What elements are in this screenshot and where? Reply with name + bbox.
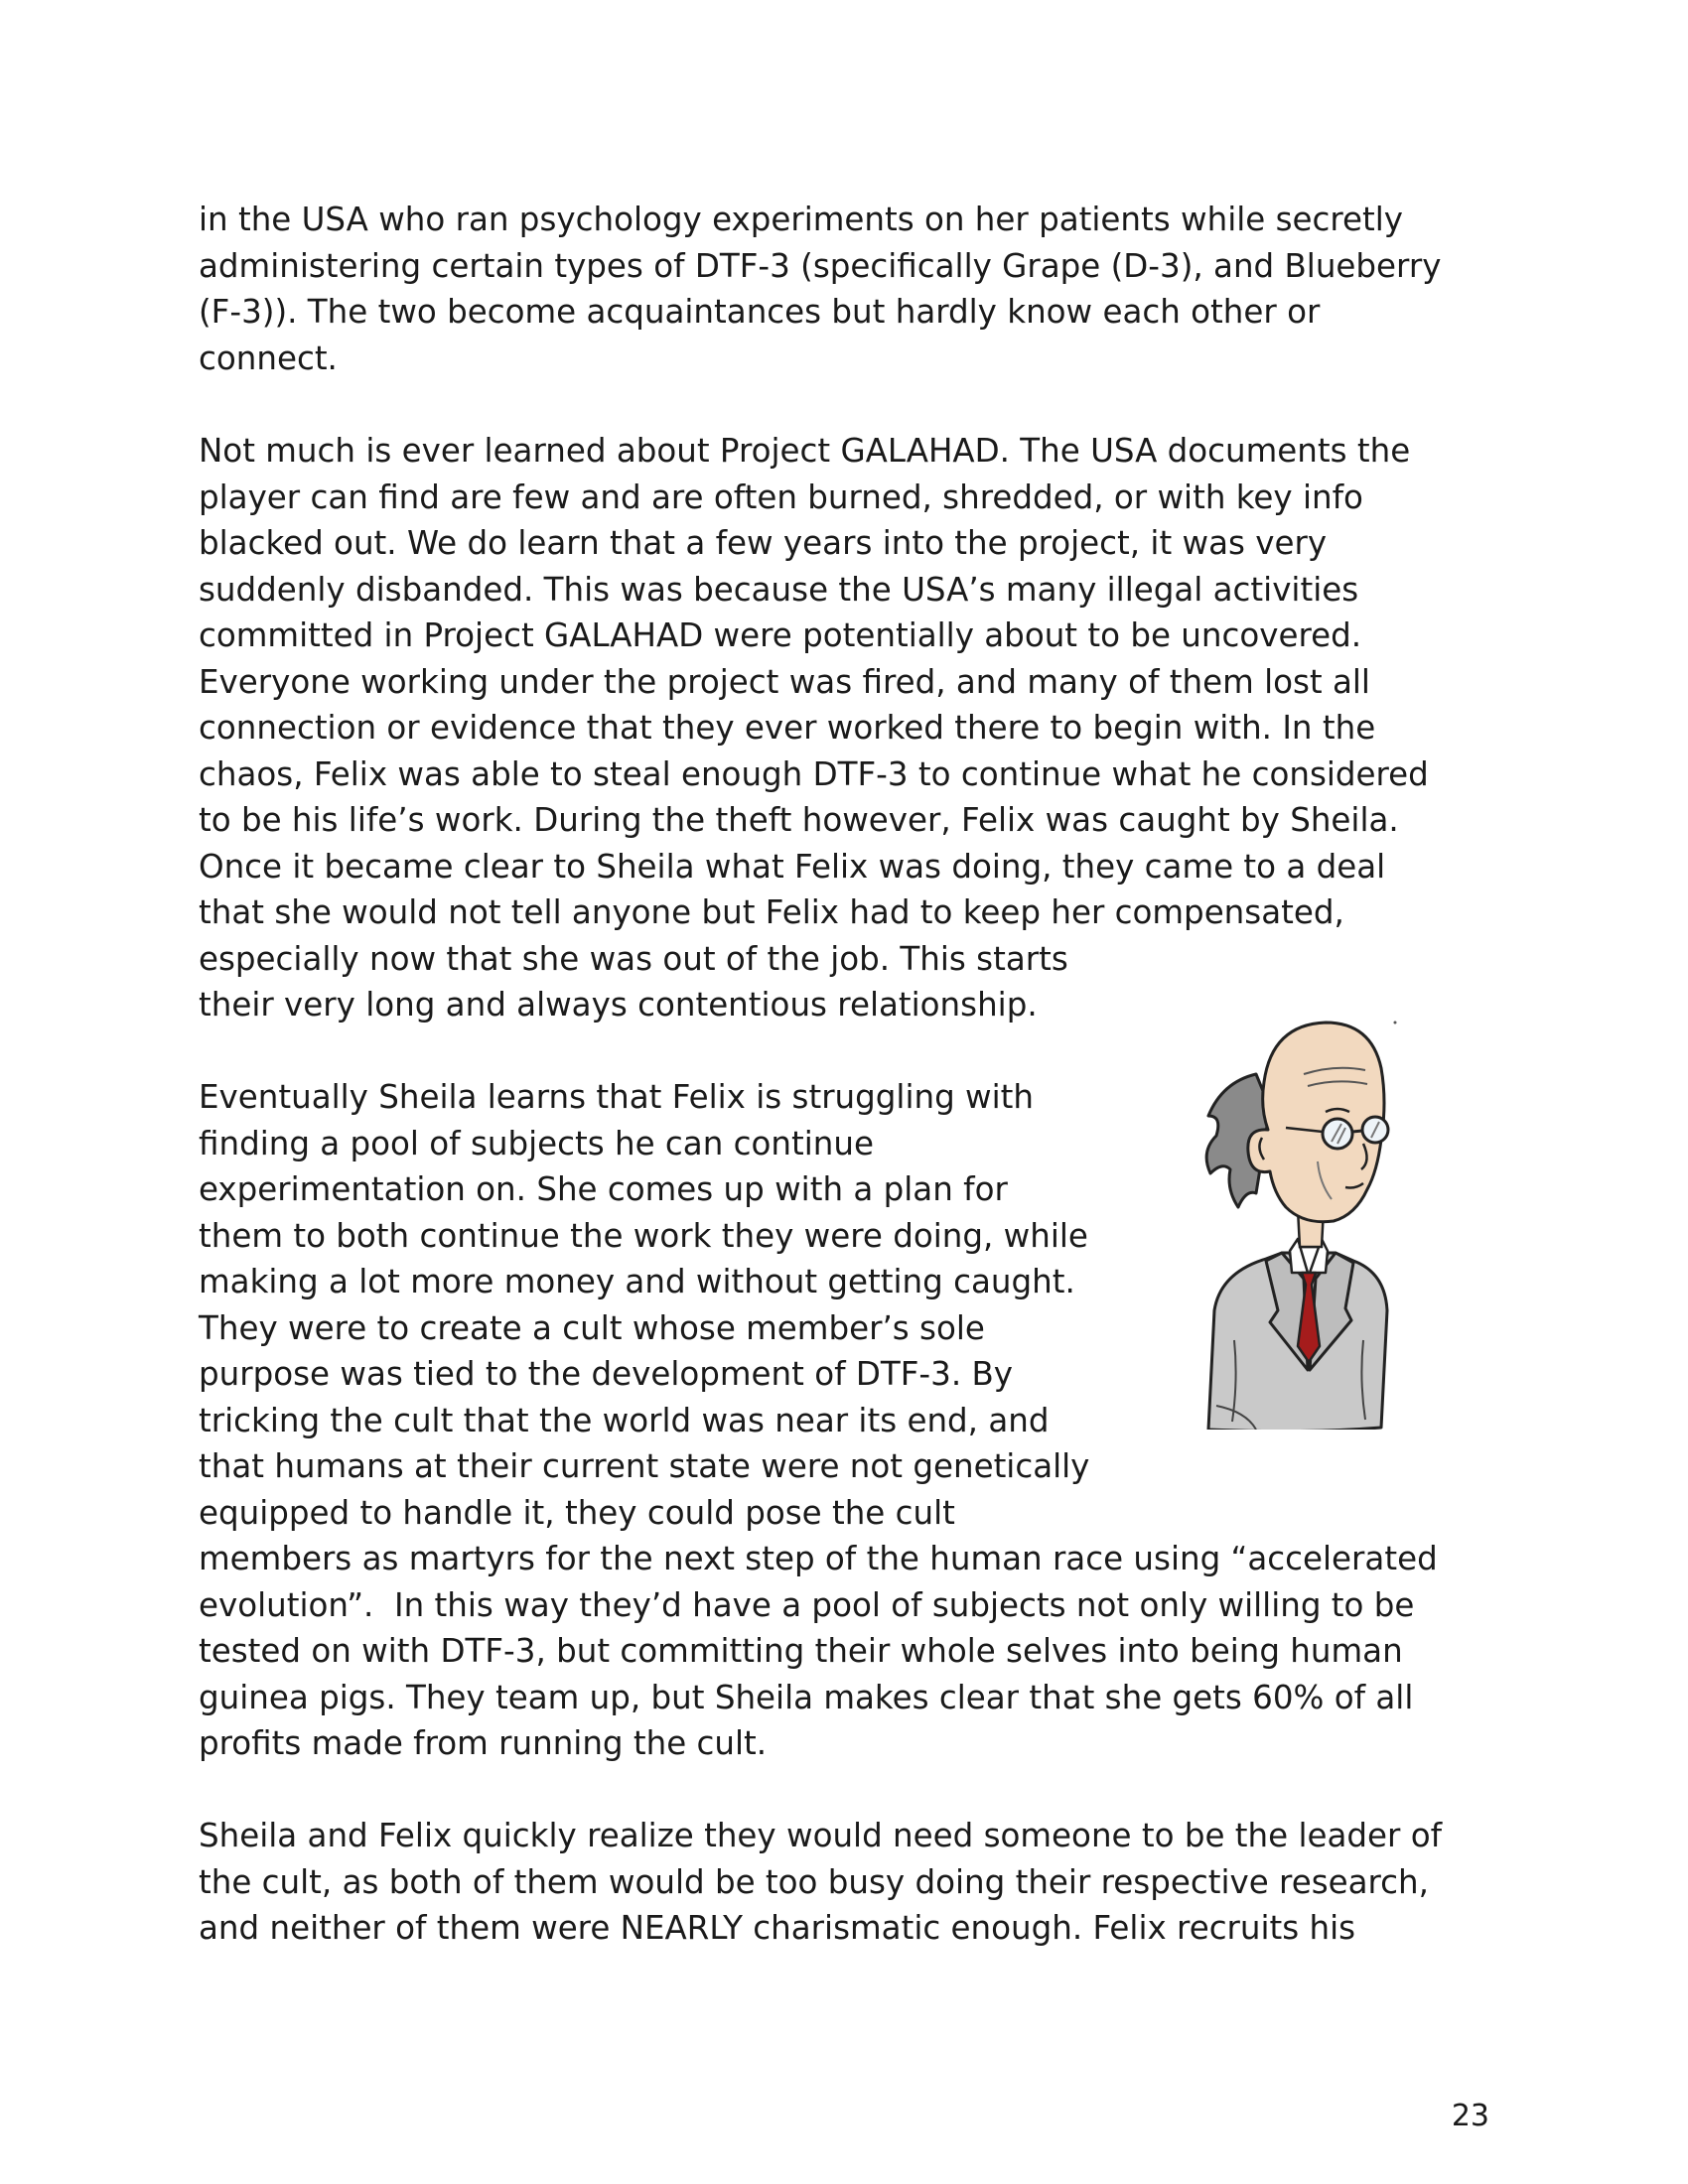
text-line: their very long and always contentious relationship. <box>199 986 1038 1024</box>
text-line: tested on with DTF-3, but committing their whole selves into being human <box>199 1632 1403 1670</box>
text-line: making a lot more money and without getting caught. <box>199 1263 1075 1300</box>
text-line: connect. <box>199 339 338 377</box>
paragraph-1 <box>199 197 1499 381</box>
text-line: purpose was tied to the development of DTF-3. By <box>199 1355 1014 1393</box>
paragraph-4 <box>199 1813 1499 1952</box>
text-line: finding a pool of subjects he can continue <box>199 1124 874 1162</box>
paragraph-2 <box>199 428 1499 1028</box>
text-line: profits made from running the cult. <box>199 1724 768 1762</box>
text-line: equipped to handle it, they could pose the cult <box>199 1493 955 1532</box>
text-line: player can find are few and are often burned, shredded, or with key info <box>199 478 1363 516</box>
text-line: Eventually Sheila learns that Felix is struggling with <box>199 1078 1034 1116</box>
text-line: Not much is ever learned about Project GALAHAD. The USA documents the <box>199 432 1411 470</box>
bald-scientist-character-icon <box>1187 1013 1415 1430</box>
text-line: the cult, as both of them would be too busy doing their respective research, <box>199 1862 1429 1901</box>
text-line: chaos, Felix was able to steal enough DTF-3 to continue what he considered <box>199 754 1429 793</box>
text-line: (F-3)). The two become acquaintances but hardly know each other or <box>199 293 1321 331</box>
text-line: them to both continue the work they were doing, while <box>199 1216 1088 1255</box>
text-line: especially now that she was out of the job. This starts <box>199 939 1068 978</box>
text-line: to be his life’s work. During the theft however, Felix was caught by Sheila. <box>199 801 1399 839</box>
text-line: committed in Project GALAHAD were potentially about to be uncovered. <box>199 616 1362 654</box>
text-line: Everyone working under the project was fired, and many of them lost all <box>199 662 1370 701</box>
text-line: administering certain types of DTF-3 (specifically Grape (D-3), and Blueberry <box>199 246 1442 285</box>
text-line: and neither of them were NEARLY charismatic enough. Felix recruits his <box>199 1909 1356 1947</box>
text-line: evolution”. In this way they’d have a pool of subjects not only willing to be <box>199 1585 1415 1624</box>
glasses-left-lens <box>1323 1119 1352 1149</box>
scientist-illustration <box>1187 1013 1415 1430</box>
page-number: 23 <box>1451 2099 1489 2133</box>
text-line: experimentation on. She comes up with a plan for <box>199 1170 1008 1208</box>
text-line: connection or evidence that they ever worked there to begin with. In the <box>199 709 1376 747</box>
text-line: suddenly disbanded. This was because the USA’s many illegal activities <box>199 570 1359 609</box>
text-line: that she would not tell anyone but Felix had to keep her compensated, <box>199 893 1344 931</box>
text-line: tricking the cult that the world was near its end, and <box>199 1401 1050 1439</box>
text-line: They were to create a cult whose member’s sole <box>199 1308 985 1347</box>
text-line: that humans at their current state were not genetically <box>199 1447 1090 1485</box>
text-line: members as martyrs for the next step of the human race using “accelerated <box>199 1540 1438 1577</box>
text-line: Once it became clear to Sheila what Felix was doing, they came to a deal <box>199 847 1386 886</box>
text-line: in the USA who ran psychology experiments on her patients while secretly <box>199 201 1404 238</box>
text-line: guinea pigs. They team up, but Sheila makes clear that she gets 60% of all <box>199 1678 1414 1716</box>
text-line: Sheila and Felix quickly realize they would need someone to be the leader of <box>199 1817 1443 1854</box>
text-line: blacked out. We do learn that a few years into the project, it was very <box>199 524 1328 562</box>
